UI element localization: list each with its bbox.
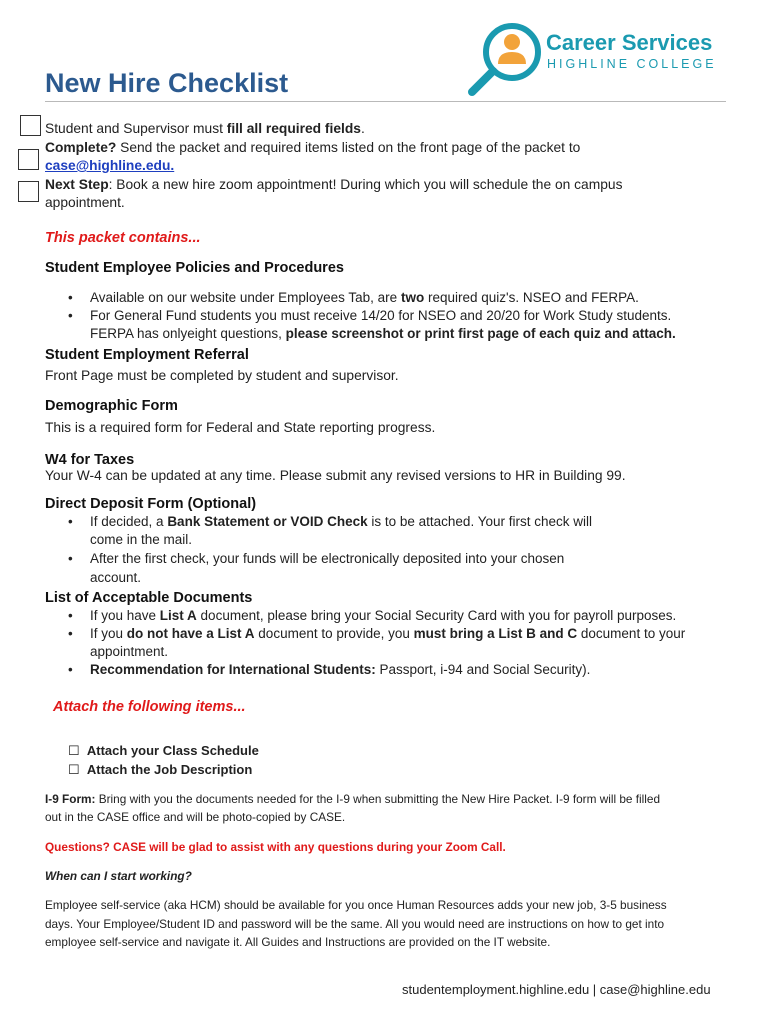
documents-bullet-2-cont: appointment. bbox=[90, 644, 169, 659]
footer-contact: studentemployment.highline.edu | case@highline.edu bbox=[402, 982, 711, 997]
attach-heading: Attach the following items... bbox=[53, 699, 246, 715]
checkbox-icon: ☐ bbox=[68, 762, 80, 777]
documents-bullet-3: • Recommendation for International Students: Passport, i-94 and Social Security). bbox=[68, 662, 591, 677]
logo-title: Career Services bbox=[546, 30, 713, 55]
policies-bullet-2-cont: FERPA has onlyeight questions, please screenshot or print first page of each quiz and attach. bbox=[90, 326, 676, 341]
checklist-item-3: Next Step: Book a new hire zoom appointment! During which you will schedule the on campus bbox=[45, 177, 623, 192]
attach-item-job-description[interactable]: ☐ Attach the Job Description bbox=[68, 762, 253, 777]
documents-bullet-2: • If you do not have a List A document to provide, you must bring a List B and C document to your bbox=[68, 626, 686, 641]
checklist-item-1: Student and Supervisor must fill all required fields. bbox=[45, 121, 365, 136]
logo-subtitle: HIGHLINE COLLEGE bbox=[547, 57, 717, 71]
policies-bullet-1: • Available on our website under Employees Tab, are two required quiz's. NSEO and FERPA. bbox=[68, 290, 639, 305]
deposit-bullet-1: • If decided, a Bank Statement or VOID Check is to be attached. Your first check will bbox=[68, 514, 592, 529]
deposit-bullet-2: • After the first check, your funds will be electronically deposited into your chosen bbox=[68, 551, 565, 566]
career-services-logo bbox=[466, 18, 716, 100]
deposit-heading: Direct Deposit Form (Optional) bbox=[45, 496, 257, 512]
w4-heading: W4 for Taxes bbox=[45, 452, 135, 468]
deposit-bullet-1-cont: come in the mail. bbox=[90, 532, 193, 547]
case-email-link[interactable]: case@highline.edu. bbox=[45, 158, 175, 173]
checkbox-icon: ☐ bbox=[68, 743, 80, 758]
magnifier-person-icon bbox=[466, 18, 546, 100]
i9-text: I-9 Form: Bring with you the documents needed for the I-9 when submitting the New Hire Packet. I-9 form will be filled bbox=[45, 792, 661, 806]
when-line-2: days. Your Employee/Student ID and password will be the same. All you would need are instructions on how to get into bbox=[45, 917, 665, 931]
referral-heading: Student Employment Referral bbox=[45, 347, 249, 363]
packet-heading: This packet contains... bbox=[45, 230, 201, 246]
policies-bullet-2: • For General Fund students you must receive 14/20 for NSEO and 20/20 for Work Study students. bbox=[68, 308, 672, 323]
checkbox-2[interactable] bbox=[18, 149, 39, 170]
checklist-item-2: Complete? Send the packet and required items listed on the front page of the packet to bbox=[45, 140, 581, 155]
checkbox-3[interactable] bbox=[18, 181, 39, 202]
checkbox-1[interactable] bbox=[20, 115, 41, 136]
i9-text-cont: out in the CASE office and will be photo-copied by CASE. bbox=[45, 810, 346, 824]
documents-heading: List of Acceptable Documents bbox=[45, 590, 253, 606]
referral-text: Front Page must be completed by student and supervisor. bbox=[45, 368, 399, 383]
documents-bullet-1: • If you have List A document, please bring your Social Security Card with you for payroll purposes. bbox=[68, 608, 677, 623]
w4-text: Your W-4 can be updated at any time. Please submit any revised versions to HR in Building 99. bbox=[45, 468, 626, 483]
when-line-1: Employee self-service (aka HCM) should be available for you once Human Resources adds your new job, 3-5 business bbox=[45, 898, 667, 912]
when-heading: When can I start working? bbox=[45, 869, 192, 883]
title-divider bbox=[45, 101, 726, 102]
when-line-3: employee self-service and navigate it. All Guides and Instructions are provided on the IT website. bbox=[45, 935, 551, 949]
questions-text: Questions? CASE will be glad to assist with any questions during your Zoom Call. bbox=[45, 840, 506, 854]
demographic-text: This is a required form for Federal and State reporting progress. bbox=[45, 420, 436, 435]
attach-item-schedule[interactable]: ☐ Attach your Class Schedule bbox=[68, 743, 259, 758]
demographic-heading: Demographic Form bbox=[45, 398, 178, 414]
policies-heading: Student Employee Policies and Procedures bbox=[45, 260, 344, 276]
page-title: New Hire Checklist bbox=[45, 68, 289, 98]
deposit-bullet-2-cont: account. bbox=[90, 570, 142, 585]
checklist-item-3-cont: appointment. bbox=[45, 195, 125, 210]
